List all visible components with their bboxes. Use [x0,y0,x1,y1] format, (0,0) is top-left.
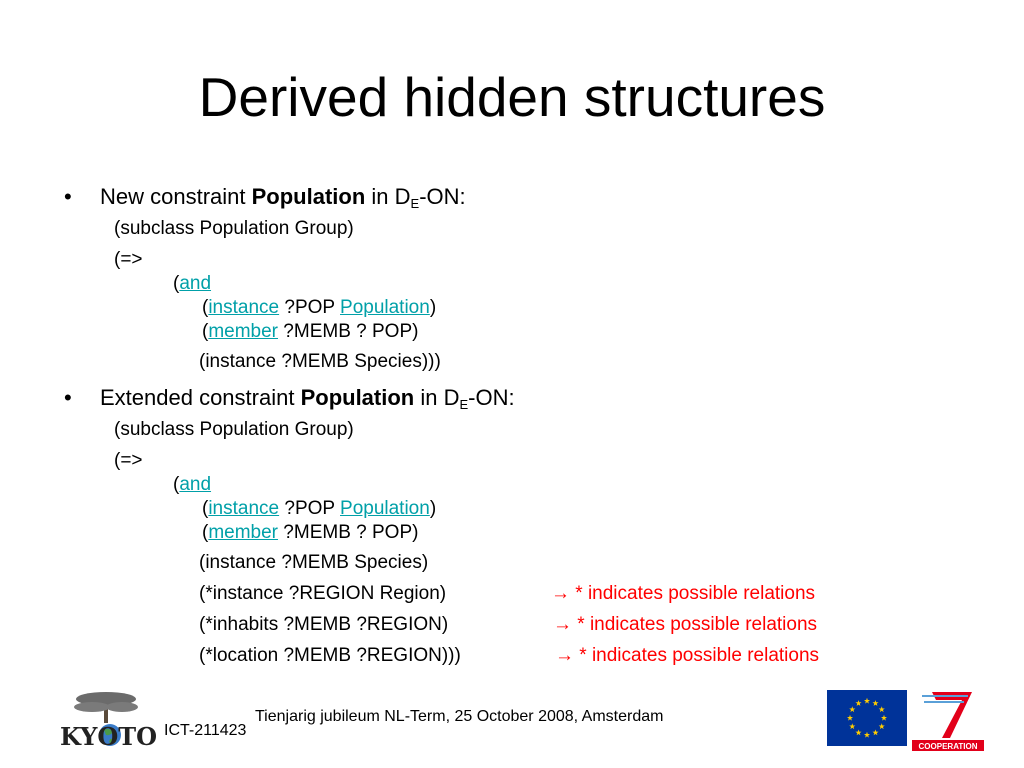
paren: ( [202,321,209,342]
fp7-logo-graphic [910,688,986,752]
kyoto-logo [52,685,160,757]
paren: ( [202,297,209,318]
and-line [173,474,211,496]
bullet-mid: in D [365,184,411,209]
bullet-suffix: -ON: [468,385,515,410]
paren: ( [173,273,180,294]
paren: ( [202,522,209,543]
and-link[interactable]: and [179,273,212,294]
member-line [202,522,418,544]
paren: ( [202,498,209,519]
instance-var: ?POP [279,498,341,519]
bullet-heading [100,385,515,412]
population-link[interactable]: Population [340,297,430,318]
instance-link[interactable]: instance [208,498,280,519]
bullet-heading [100,184,466,211]
paren: ( [173,474,180,495]
bullet-suffix: -ON: [419,184,466,209]
eu-flag [827,690,907,746]
code-line: (*location ?MEMB ?REGION))) [199,645,461,666]
member-link[interactable]: member [208,522,279,543]
instance-link[interactable]: instance [208,297,280,318]
fp7-logo [910,688,986,752]
relation-note: → * indicates possible relations [555,645,820,666]
project-id: ICT-211423 [164,722,247,739]
code-line: (=> [114,249,143,270]
instance-line [202,297,436,319]
member-link[interactable]: member [208,321,279,342]
code-line: (subclass Population Group) [114,419,354,440]
and-line [173,273,211,295]
bullet-prefix: Extended constraint [100,385,301,410]
relation-note: → * indicates possible relations [553,614,818,635]
bullet-marker: • [64,385,72,410]
bullet-marker: • [64,184,72,209]
instance-var: ?POP [279,297,341,318]
bullet-bold-term: Population [300,385,415,410]
bullet-prefix: New constraint [100,184,252,209]
bullet-subscript: E [410,196,420,211]
code-line: (subclass Population Group) [114,218,354,239]
kyoto-logo-graphic [52,685,160,757]
eu-flag-graphic [827,690,907,746]
code-line: (=> [114,450,143,471]
member-rest: ?MEMB ? POP) [278,522,419,543]
fp7-label: COOPERATION [918,742,978,751]
event-caption: Tienjarig jubileum NL-Term, 25 October 2008, Amsterdam [255,708,664,725]
code-line: (instance ?MEMB Species) [199,552,429,573]
slide-title: Derived hidden structures [198,66,826,128]
paren: ) [429,297,437,318]
member-line [202,321,418,343]
instance-line [202,498,436,520]
logo-text: KYOTO [60,722,158,751]
code-line: (instance ?MEMB Species))) [199,351,441,372]
population-link[interactable]: Population [340,498,430,519]
bullet-subscript: E [459,397,469,412]
relation-note: → * indicates possible relations [551,583,816,604]
bullet-bold-term: Population [251,184,366,209]
and-link[interactable]: and [179,474,212,495]
paren: ) [429,498,437,519]
code-line: (*instance ?REGION Region) [199,583,447,604]
member-rest: ?MEMB ? POP) [278,321,419,342]
bullet-mid: in D [414,385,460,410]
code-line: (*inhabits ?MEMB ?REGION) [199,614,449,635]
